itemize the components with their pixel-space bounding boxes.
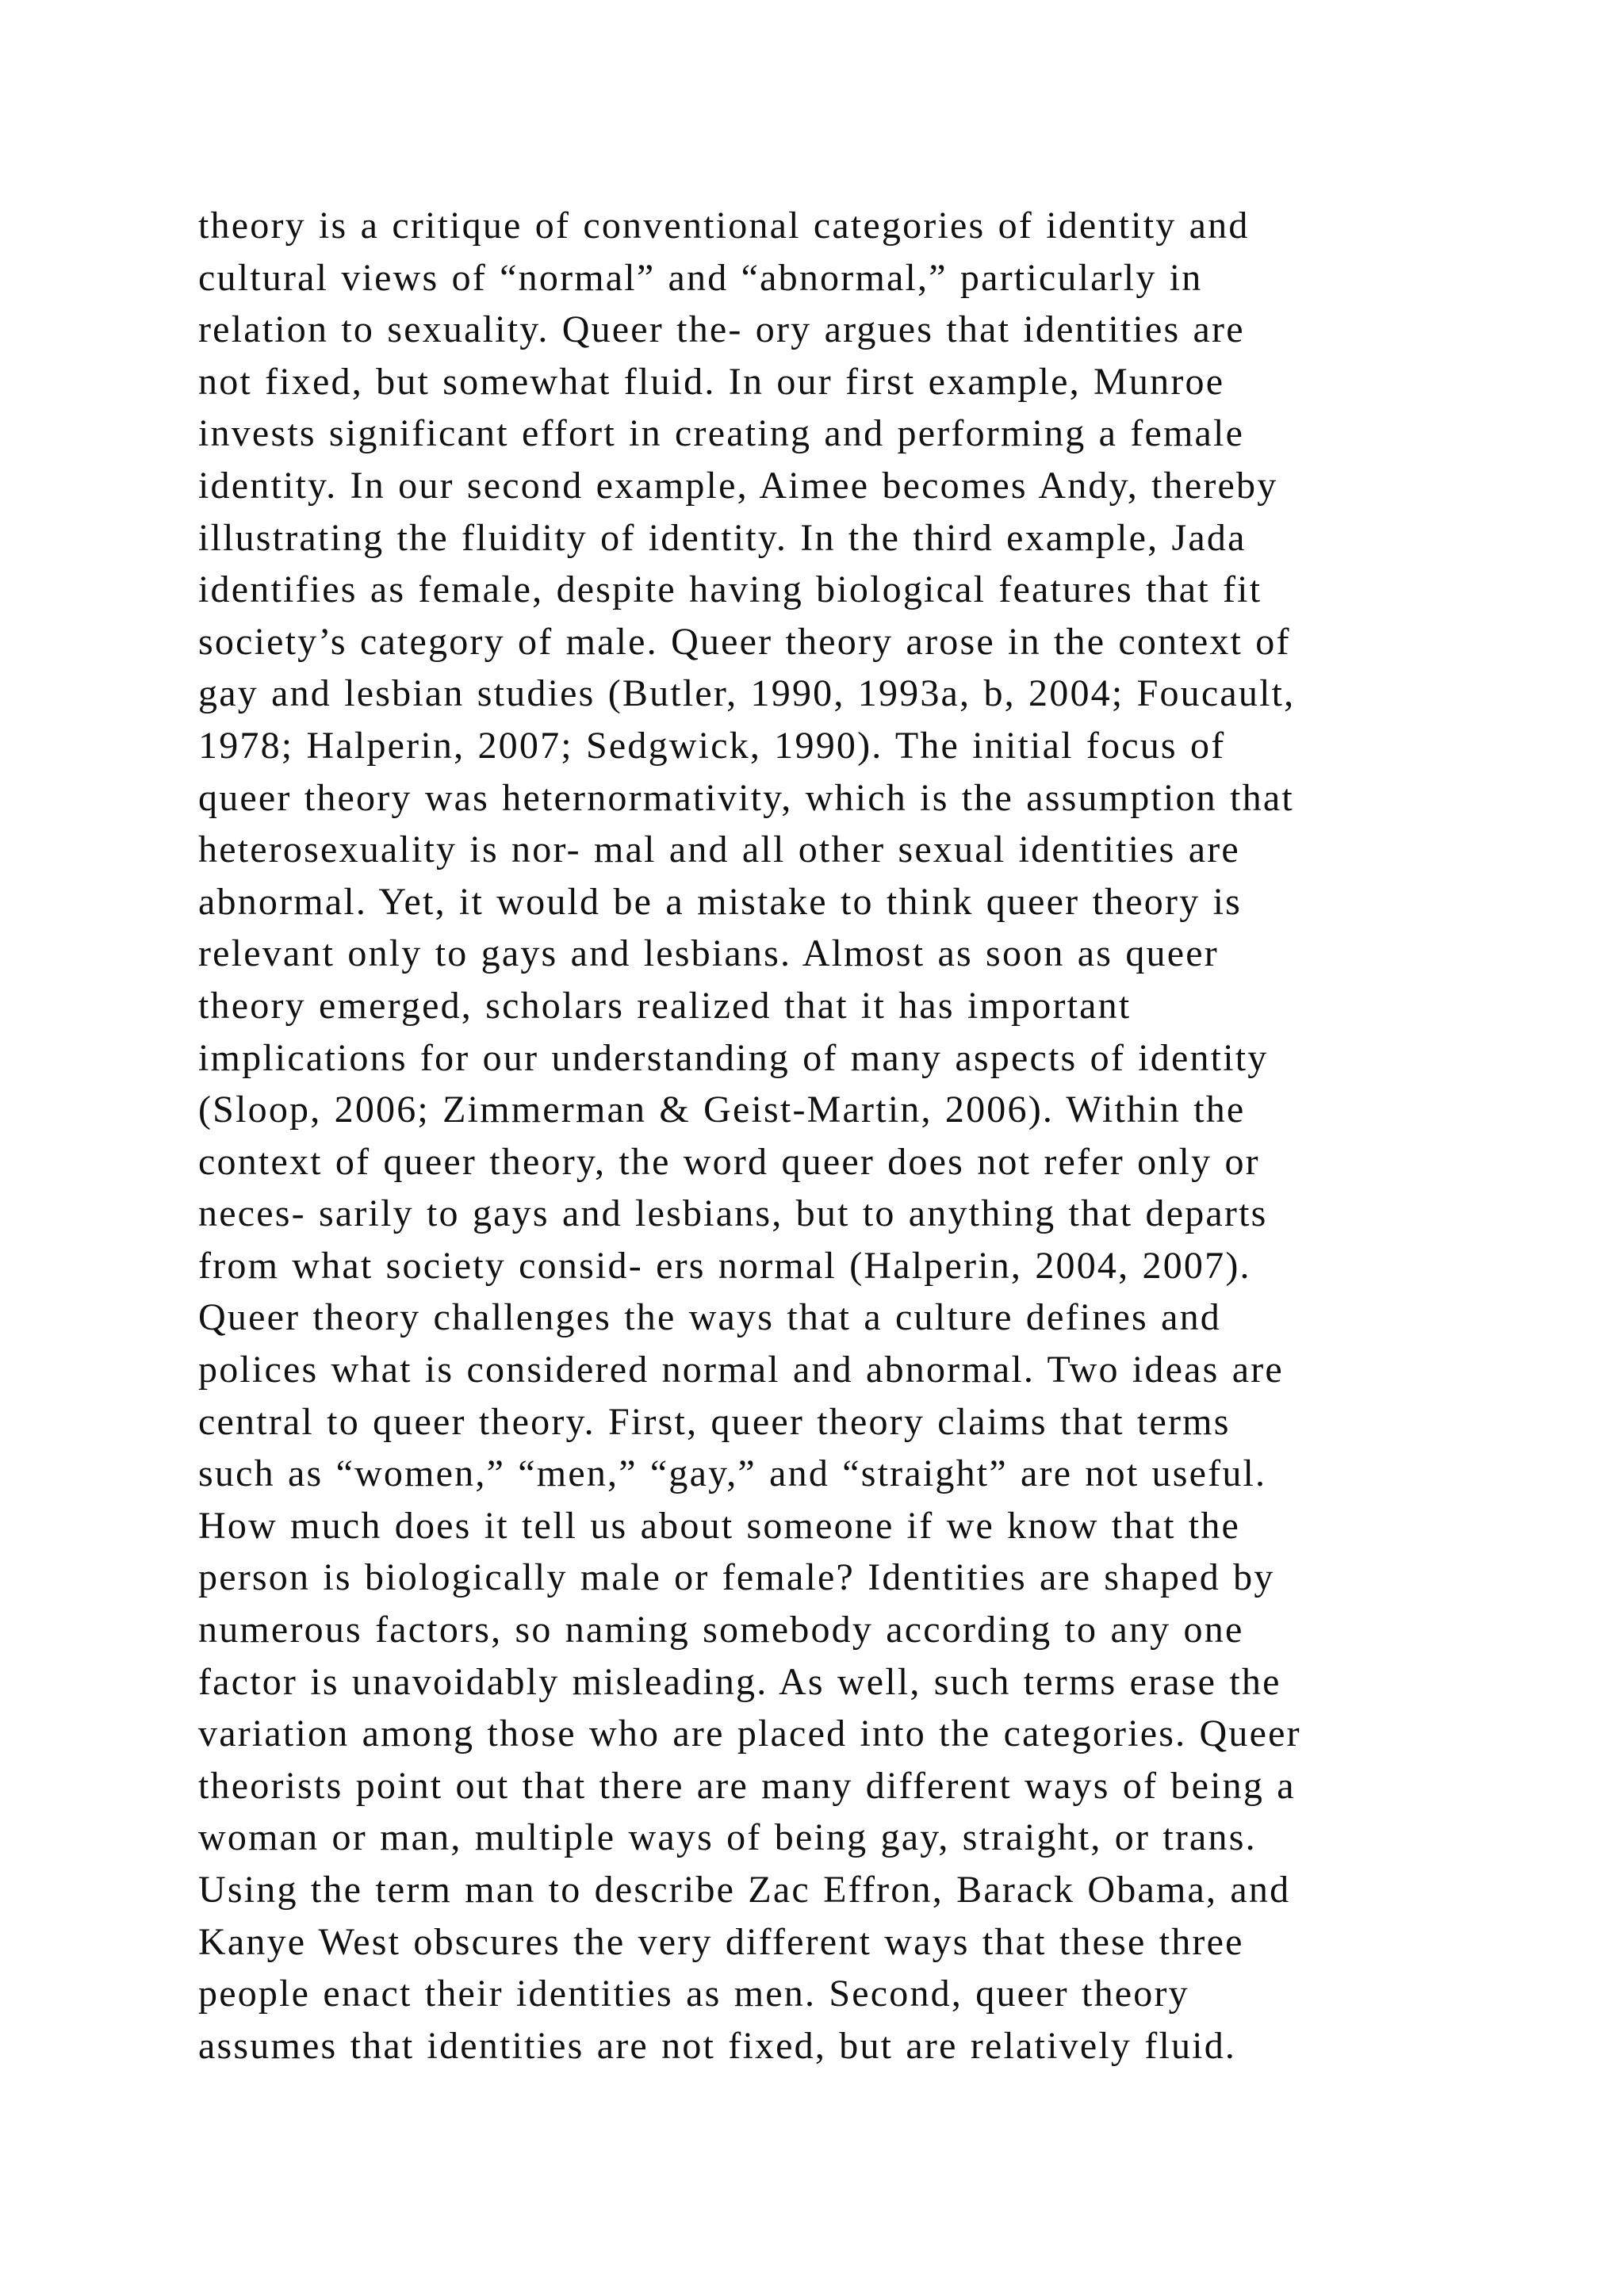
body-text — [198, 200, 1507, 2072]
text-line: central to queer theory. First, queer theory claims that terms — [198, 1400, 1231, 1443]
text-line: theory is a critique of conventional categories of identity and — [198, 205, 1250, 247]
text-line: abnormal. Yet, it would be a mistake to think queer theory is — [198, 880, 1243, 923]
text-line: woman or man, multiple ways of being gay, straight, or trans. — [198, 1816, 1257, 1859]
text-line: gay and lesbian studies (Butler, 1990, 1993a, b, 2004; Foucault, — [198, 672, 1296, 715]
text-line: invests significant effort in creating and performing a female — [198, 412, 1245, 455]
text-line: queer theory was heternormativity, which is the assumption that — [198, 776, 1294, 819]
text-line: numerous factors, so naming somebody according to any one — [198, 1609, 1244, 1651]
text-line: person is biologically male or female? Identities are shaped by — [198, 1556, 1275, 1599]
text-line: cultural views of “normal” and “abnormal,” particularly in — [198, 256, 1203, 299]
text-line: polices what is considered normal and abnormal. Two ideas are — [198, 1349, 1284, 1391]
text-line: identity. In our second example, Aimee becomes Andy, thereby — [198, 464, 1278, 507]
text-line: heterosexuality is nor- mal and all other sexual identities are — [198, 828, 1240, 871]
text-line: Using the term man to describe Zac Effron, Barack Obama, and — [198, 1869, 1291, 1911]
text-line: factor is unavoidably misleading. As well, such terms erase the — [198, 1660, 1281, 1703]
text-line: from what society consid- ers normal (Halperin, 2004, 2007). — [198, 1244, 1251, 1287]
text-line: 1978; Halperin, 2007; Sedgwick, 1990). The initial focus of — [198, 724, 1226, 767]
text-line: neces- sarily to gays and lesbians, but to anything that departs — [198, 1192, 1268, 1235]
text-line: Queer theory challenges the ways that a culture defines and — [198, 1296, 1222, 1339]
text-line: assumes that identities are not fixed, but are relatively fluid. — [198, 2024, 1237, 2067]
text-line: variation among those who are placed into the categories. Queer — [198, 1712, 1301, 1755]
text-line: relation to sexuality. Queer the- ory argues that identities are — [198, 308, 1245, 351]
text-line: illustrating the fluidity of identity. In the third example, Jada — [198, 516, 1247, 559]
text-line: society’s category of male. Queer theory arose in the context of — [198, 620, 1291, 663]
text-line: not fixed, but somewhat fluid. In our first example, Munroe — [198, 360, 1225, 403]
text-line: implications for our understanding of many aspects of identity — [198, 1036, 1269, 1079]
text-line: theorists point out that there are many different ways of being a — [198, 1764, 1296, 1807]
text-line: context of queer theory, the word queer does not refer only or — [198, 1140, 1260, 1183]
text-line: How much does it tell us about someone if we know that the — [198, 1504, 1241, 1547]
text-line: people enact their identities as men. Second, queer theory — [198, 1973, 1189, 2015]
text-line: Kanye West obscures the very different ways that these three — [198, 1920, 1244, 1963]
text-line: theory emerged, scholars realized that it has important — [198, 984, 1132, 1027]
text-line: relevant only to gays and lesbians. Almost as soon as queer — [198, 932, 1219, 975]
text-line: (Sloop, 2006; Zimmerman & Geist-Martin, 2006). Within the — [198, 1089, 1246, 1131]
text-line: such as “women,” “men,” “gay,” and “straight” are not useful. — [198, 1452, 1267, 1495]
text-line: identifies as female, despite having biological features that fit — [198, 568, 1262, 611]
